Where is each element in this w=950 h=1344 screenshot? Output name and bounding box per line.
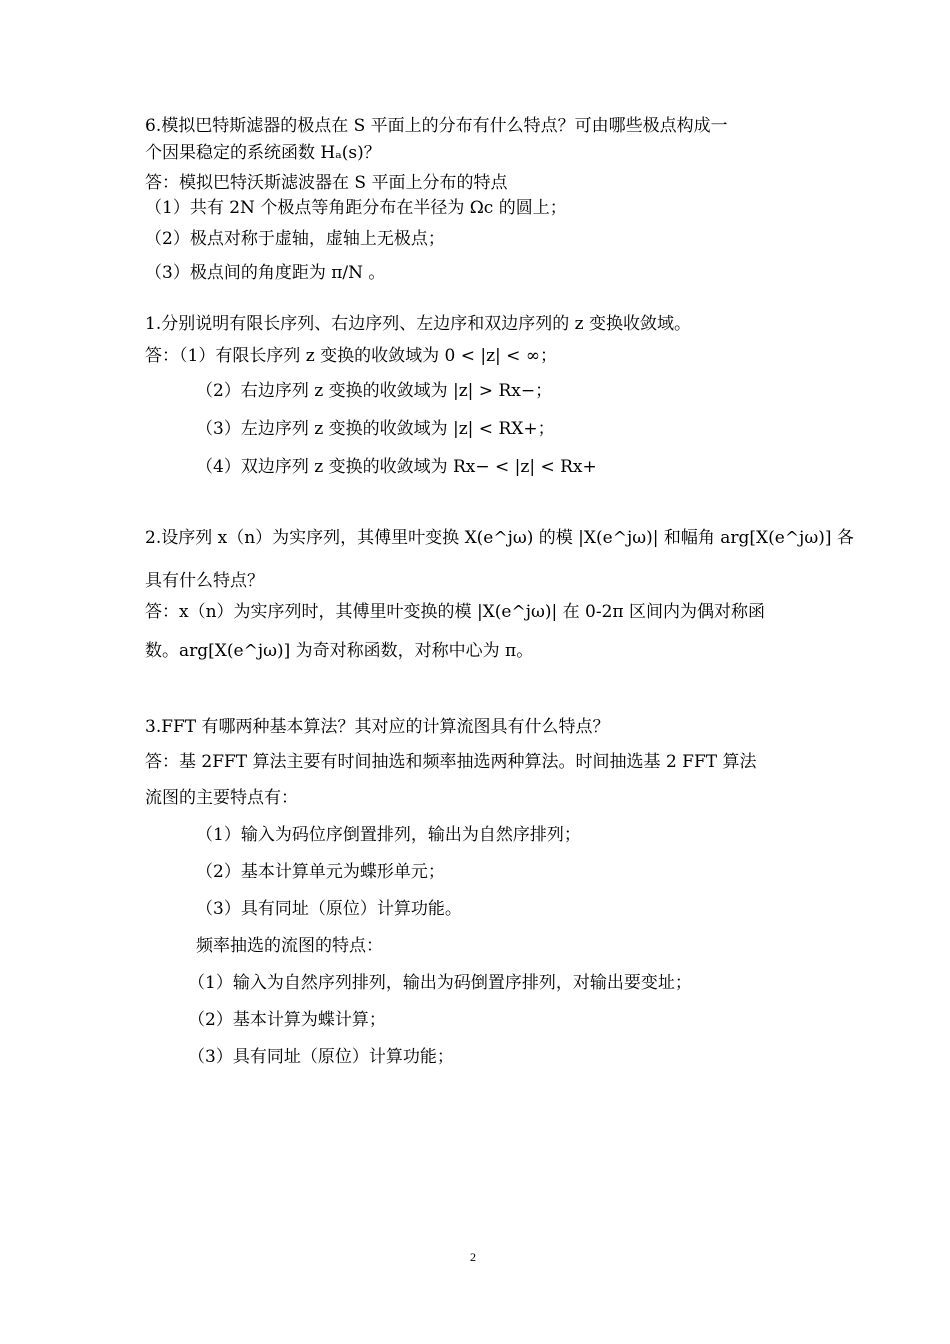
- answer-6-item-2: （2）极点对称于虚轴，虚轴上无极点；: [145, 229, 445, 249]
- answer-3-dif-item-1: （1）输入为自然序列排列，输出为码倒置序排列，对输出要变址；: [188, 973, 692, 993]
- question-2-line-1: 2.设序列 x（n）为实序列，其傅里叶变换 X(e^jω) 的模 |X(e^jω)| 和幅角 arg[X(e^jω)] 各: [145, 528, 854, 548]
- question-6-line-2: 个因果稳定的系统函数 Hₐ(s)？: [145, 143, 381, 163]
- page-number: 2: [470, 1250, 476, 1264]
- answer-1-item-3: （3）左边序列 z 变换的收敛域为 |z| < RX+；: [196, 419, 555, 439]
- answer-3-line-2: 流图的主要特点有：: [145, 788, 298, 808]
- answer-3-dif-item-3: （3）具有同址（原位）计算功能；: [188, 1047, 454, 1067]
- answer-2-line-2: 数。arg[X(e^jω)] 为奇对称函数，对称中心为 π。: [145, 641, 534, 661]
- answer-3-dif-item-2: （2）基本计算为蝶计算；: [188, 1010, 386, 1030]
- answer-3-dif-intro: 频率抽选的流图的特点：: [196, 936, 383, 956]
- answer-2-line-1: 答：x（n）为实序列时，其傅里叶变换的模 |X(e^jω)| 在 0-2π 区间内为偶对称函: [145, 602, 765, 622]
- answer-6-intro: 答：模拟巴特沃斯滤波器在 S 平面上分布的特点: [145, 173, 508, 193]
- question-1: 1.分别说明有限长序列、右边序列、左边序和双边序列的 z 变换收敛域。: [145, 314, 691, 334]
- question-6-line-1: 6.模拟巴特斯滤器的极点在 S 平面上的分布有什么特点？可由哪些极点构成一: [145, 116, 728, 136]
- answer-3-line-1: 答：基 2FFT 算法主要有时间抽选和频率抽选两种算法。时间抽选基 2 FFT 算法: [145, 752, 757, 772]
- answer-3-dit-item-3: （3）具有同址（原位）计算功能。: [196, 899, 462, 919]
- answer-3-dit-item-1: （1）输入为码位序倒置排列，输出为自然序排列；: [196, 825, 581, 845]
- answer-6-item-3: （3）极点间的角度距为 π/N 。: [145, 263, 386, 283]
- answer-6-item-1: （1）共有 2N 个极点等角距分布在半径为 Ωc 的圆上；: [145, 198, 567, 218]
- answer-1-item-4: （4）双边序列 z 变换的收敛域为 Rx− < |z| < Rx+: [196, 457, 597, 477]
- answer-1-item-2: （2）右边序列 z 变换的收敛域为 |z| > Rx−；: [196, 381, 553, 401]
- question-2-line-2: 具有什么特点？: [145, 571, 264, 591]
- question-3: 3.FFT 有哪两种基本算法？其对应的计算流图具有什么特点？: [145, 717, 610, 737]
- answer-1-item-1: 答：（1）有限长序列 z 变换的收敛域为 0 < |z| < ∞；: [145, 346, 557, 366]
- answer-3-dit-item-2: （2）基本计算单元为蝶形单元；: [196, 862, 445, 882]
